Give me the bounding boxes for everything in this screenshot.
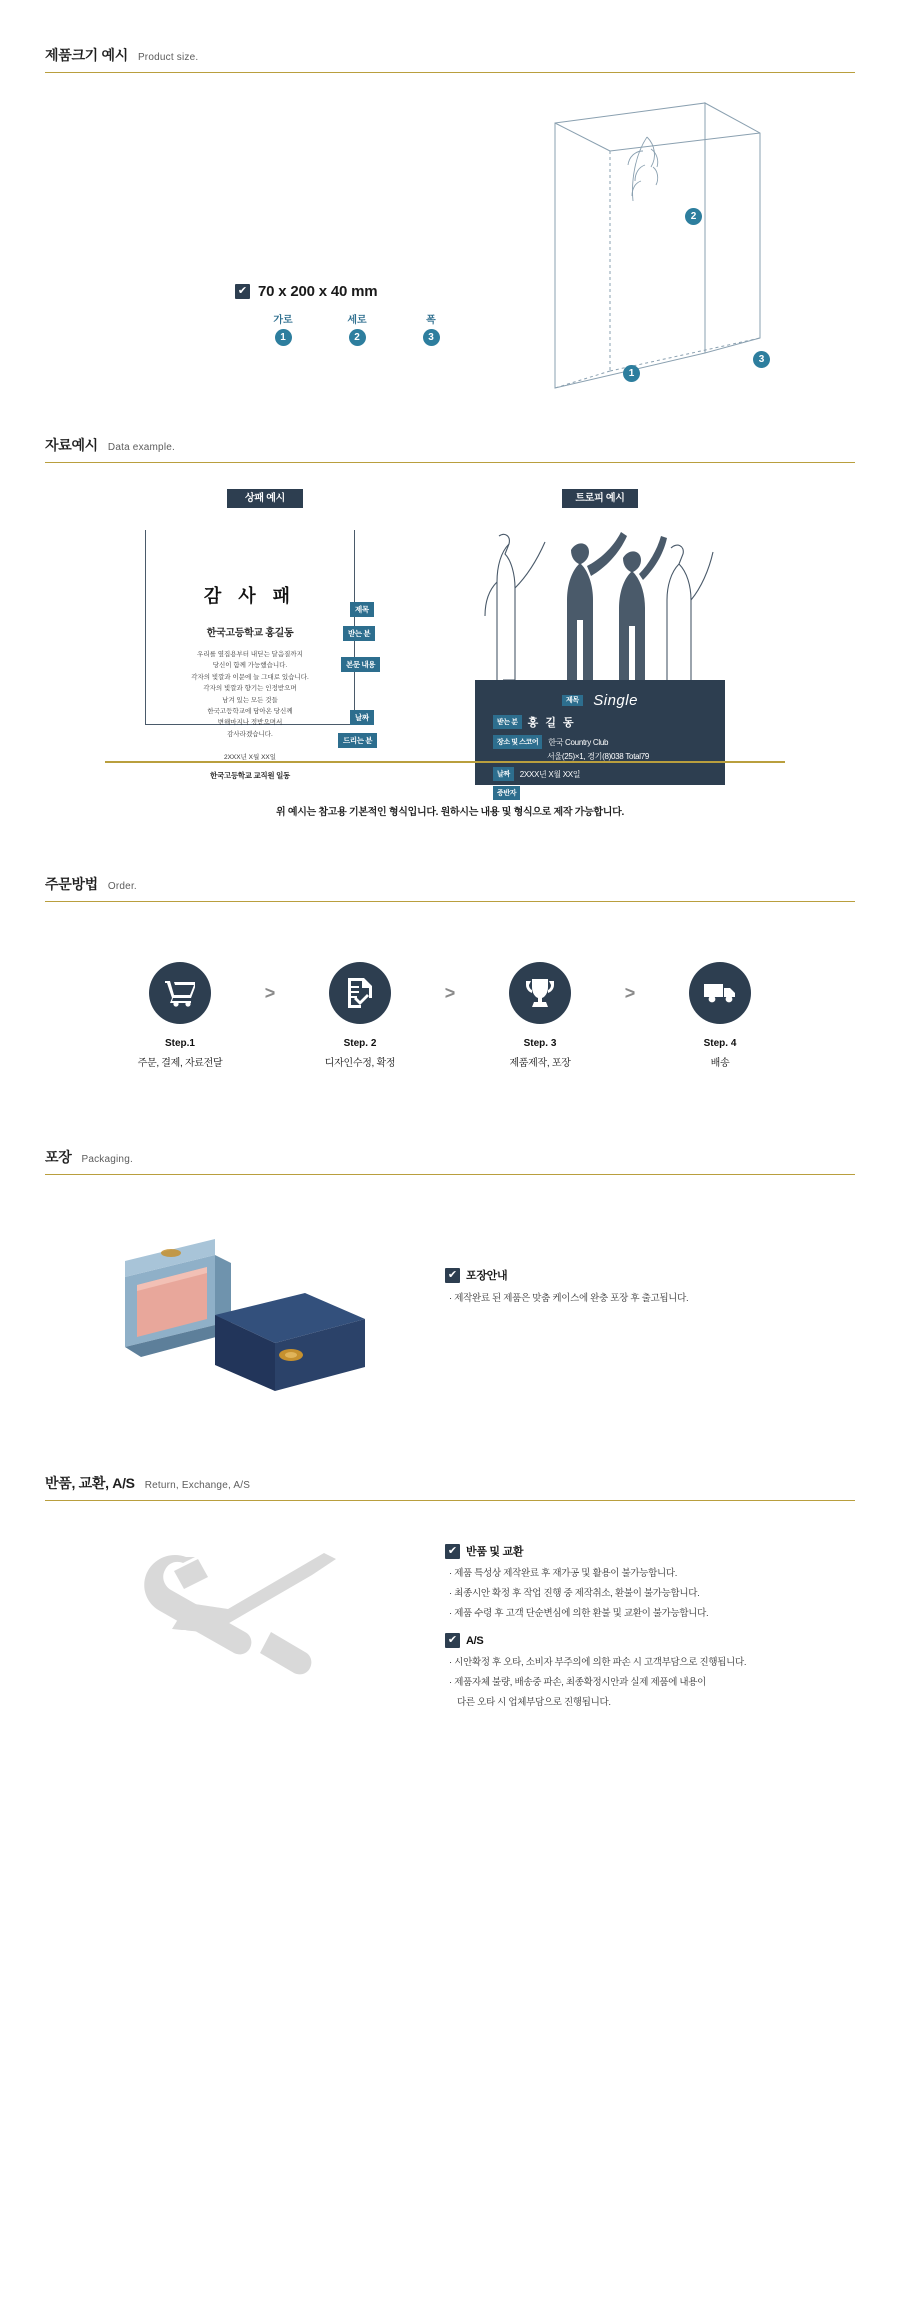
- step-label: Step.1: [164, 1038, 195, 1049]
- as-line: · 제품자체 불량, 배송중 파손, 최종확정시안과 실제 제품에 내용이: [449, 1677, 707, 1688]
- plaque-example-title: 상패 예시: [227, 489, 303, 508]
- return-info: [445, 1543, 746, 1722]
- trophy-base: [475, 680, 725, 798]
- plaque-body-line: 당신이 함께 가능했습니다.: [212, 662, 288, 670]
- trophy-place-row: [493, 735, 725, 749]
- checkbox-icon: ✔: [235, 284, 250, 299]
- trophy-example-title: 트로피 예시: [562, 489, 638, 508]
- badge-2-icon: 2: [349, 329, 366, 346]
- section-title-kr: 자료예시: [45, 437, 98, 453]
- plaque-body-line: 변해마지나 정받으며서: [217, 719, 283, 727]
- badge-1-icon: 1: [275, 329, 292, 346]
- trophy-tag-receiver: 받는 분: [493, 715, 522, 729]
- badge-3-icon: 3: [423, 329, 440, 346]
- section-title-kr: 포장: [45, 1149, 72, 1165]
- trophy-place-detail: 서울(25)×1, 경기(8)038 Total79: [547, 752, 650, 761]
- return-figure: [45, 1535, 855, 1755]
- plaque-example: [145, 489, 385, 780]
- box-outline-svg: [505, 93, 825, 393]
- plaque-body-line: 감사라겠습니다.: [227, 730, 273, 738]
- section-title-en: Data example.: [107, 442, 175, 453]
- section-heading-data-example: [45, 435, 855, 463]
- badge-height-icon: 2: [685, 208, 702, 225]
- step-icon-circle: [149, 962, 211, 1024]
- size-legend: [260, 311, 454, 326]
- jewelry-box-image: [115, 1215, 375, 1405]
- plaque-body-line: 한국고등학교에 담아온 당신께: [207, 707, 293, 715]
- step-label: Step. 4: [703, 1038, 737, 1049]
- step-icon-circle: [689, 962, 751, 1024]
- trophy-tag-title: 제목: [562, 695, 583, 706]
- checkbox-icon: ✔: [445, 1544, 460, 1559]
- box-diagram: [505, 93, 825, 398]
- packaging-line: · 제작완료 된 제품은 맞춤 케이스에 완충 포장 후 출고됩니다.: [449, 1293, 689, 1304]
- size-number-badges: [260, 329, 454, 346]
- step-arrow-icon: >: [264, 983, 276, 1003]
- tools-illustration: [140, 1553, 340, 1688]
- section-title-en: Order.: [107, 881, 137, 892]
- plaque-date: 2XXX년 X월 XX일: [223, 754, 277, 761]
- packaging-title-row: [445, 1267, 688, 1283]
- document-check-icon: [346, 978, 374, 1008]
- divider: [105, 761, 785, 763]
- as-line: 다른 오타 시 업체부담으로 진행됩니다.: [457, 1697, 611, 1708]
- trophy-name: 홍 길 동: [527, 717, 576, 729]
- truck-icon: [704, 982, 736, 1004]
- data-example-note: 위 예시는 참고용 기본적인 형식입니다. 원하시는 내용 및 형식으로 제작 가능합니다.: [276, 807, 624, 818]
- trophy-club: 한국 Country Club: [548, 737, 609, 747]
- section-heading-product-size: [45, 45, 855, 73]
- return-line: · 최종시안 확정 후 작업 진행 중 제작취소, 환불이 불가능합니다.: [449, 1588, 700, 1599]
- return-title: 반품 및 교환: [466, 1546, 524, 1558]
- step-arrow-icon: >: [624, 983, 636, 1003]
- shopping-cart-icon: [165, 979, 195, 1007]
- section-title-en: Packaging.: [81, 1154, 133, 1165]
- trophy-date: 2XXX년 X월 XX일: [519, 769, 581, 779]
- plaque-body-line: 각자의 빛깔과 이문에 늘 그대로 있습니다.: [191, 673, 309, 681]
- section-title-kr: 제품크기 예시: [45, 47, 128, 63]
- plaque-tag-receiver: 받는 분: [343, 626, 375, 641]
- packaging-figure: [45, 1205, 855, 1425]
- size-legend-depth: 폭: [426, 315, 436, 326]
- order-step: [470, 962, 610, 1069]
- order-steps: [0, 962, 900, 1069]
- badge-depth-icon: 3: [753, 351, 770, 368]
- section-heading-return: [45, 1473, 855, 1501]
- trophy-example: [475, 489, 725, 798]
- section-title-en: Product size.: [137, 52, 199, 63]
- plaque-tag-title: 제목: [350, 602, 374, 617]
- golfer-figures-icon: [475, 530, 725, 690]
- step-desc: 제품제작, 포장: [509, 1058, 571, 1069]
- plaque-body-line: 남겨 있는 모든 것들: [222, 696, 278, 704]
- trophy-signers-row: [493, 786, 725, 800]
- trophy-date-row: [493, 767, 725, 781]
- checkbox-icon: ✔: [445, 1633, 460, 1648]
- return-group-exchange: [445, 1543, 746, 1619]
- return-group-as: [445, 1633, 746, 1708]
- return-line: · 제품 특성상 제작완료 후 재가공 및 활용이 불가능합니다.: [449, 1568, 678, 1579]
- step-label: Step. 3: [523, 1038, 557, 1049]
- checkbox-icon: ✔: [445, 1268, 460, 1283]
- product-size-figure: [45, 83, 855, 413]
- order-step: [290, 962, 430, 1069]
- size-legend-height: 세로: [347, 315, 367, 326]
- trophy-tag-sponsor: 증반자: [493, 786, 520, 800]
- section-heading-order: [45, 874, 855, 902]
- plaque-heading: 감 사 패: [203, 586, 297, 606]
- return-line: · 제품 수령 후 고객 단순변심에 의한 환불 및 교환이 불가능합니다.: [449, 1608, 709, 1619]
- plaque-subheading: 한국고등학교 홍길동: [206, 628, 294, 639]
- order-step: [650, 962, 790, 1069]
- trophy-signers: 김 철 수 · 박 영 희 · 최 민 수: [526, 788, 617, 798]
- size-value: 70 x 200 x 40 mm: [258, 283, 378, 300]
- trophy-logo: Single: [593, 692, 638, 709]
- section-title-kr: 주문방법: [45, 876, 98, 892]
- step-desc: 주문, 결제, 자료전달: [137, 1058, 223, 1069]
- return-title-row: [445, 1543, 746, 1559]
- plaque-tag-content: 본문 내용: [341, 657, 380, 672]
- plaque-body-line: 각자의 빛깔과 향기는 인정받으며: [203, 685, 297, 693]
- plaque-body-line: 우리를 옆집용부터 내딛는 달음질까지: [197, 651, 303, 658]
- step-desc: 배송: [710, 1058, 730, 1069]
- step-desc: 디자인수정, 확정: [324, 1058, 396, 1069]
- packaging-info: [445, 1267, 688, 1304]
- data-example-figure: [45, 489, 855, 798]
- section-title-en: Return, Exchange, A/S: [144, 1480, 251, 1491]
- wrench-screwdriver-icon: [140, 1553, 340, 1683]
- step-icon-circle: [509, 962, 571, 1024]
- trophy-tag-date: 날짜: [493, 767, 514, 781]
- as-title: A/S: [466, 1634, 484, 1647]
- section-heading-packaging: [45, 1147, 855, 1175]
- packaging-title: 포장안내: [466, 1270, 508, 1282]
- step-icon-circle: [329, 962, 391, 1024]
- step-arrow-icon: >: [444, 983, 456, 1003]
- plaque-tag-giver: 드리는 분: [338, 733, 377, 748]
- badge-width-icon: 1: [623, 365, 640, 382]
- plaque-body: [145, 530, 355, 780]
- size-legend-width: 가로: [273, 315, 293, 326]
- as-line: · 시안확정 후 오타, 소비자 부주의에 의한 파손 시 고객부담으로 진행됩니다.: [449, 1657, 747, 1668]
- step-label: Step. 2: [343, 1038, 377, 1049]
- trophy-name-row: [493, 714, 725, 730]
- order-step: [110, 962, 250, 1069]
- trophy-icon: [525, 978, 555, 1008]
- section-title-kr: 반품, 교환, A/S: [45, 1475, 135, 1491]
- plaque-footer: 한국고등학교 교직원 일동: [210, 771, 290, 780]
- size-value-row: [235, 283, 377, 300]
- as-title-row: [445, 1633, 746, 1648]
- trophy-tag-place: 장소 및 스코어: [493, 735, 542, 749]
- packaging-photo: [115, 1215, 375, 1410]
- plaque-tag-date: 날짜: [350, 710, 374, 725]
